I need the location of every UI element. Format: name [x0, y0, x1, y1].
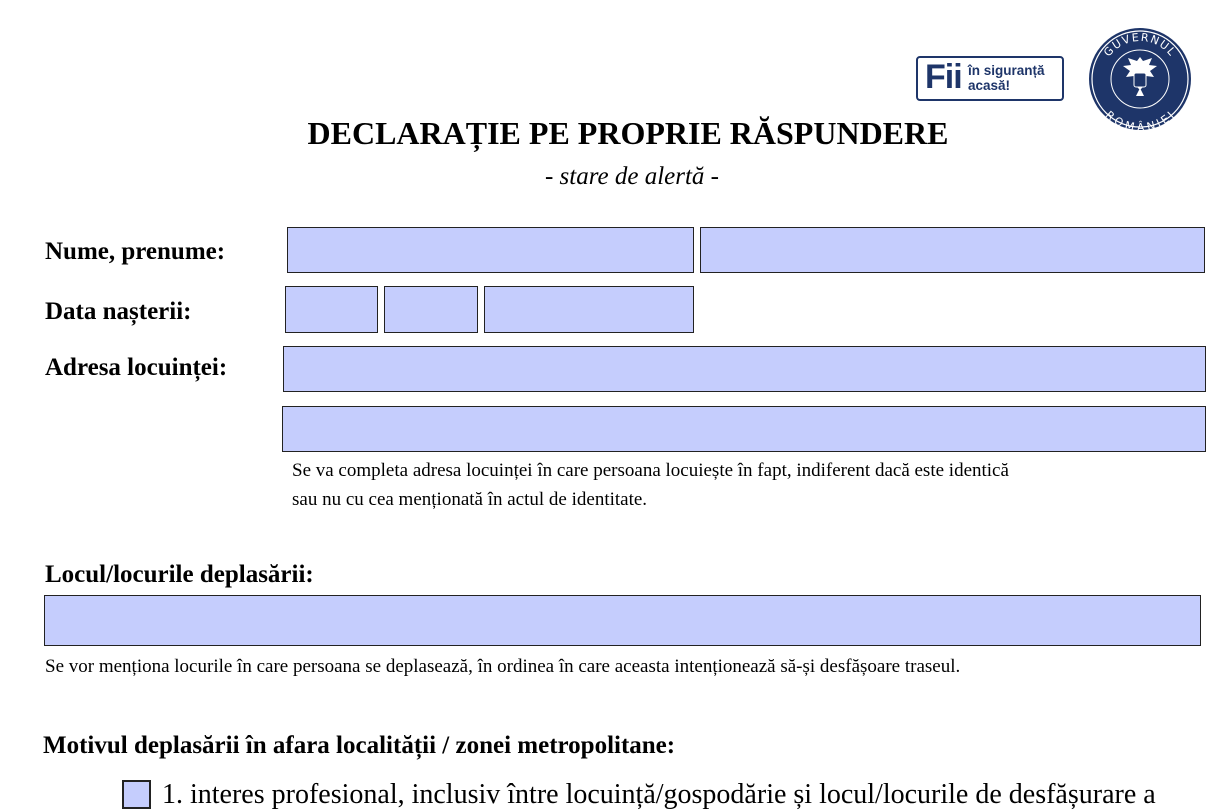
seal-text-bottom: ROMÂNIEI [1102, 108, 1178, 131]
destination-note: Se vor menționa locurile în care persoana se deplasează, în ordinea în care aceasta intenționează să-și desfășoare traseul. [45, 656, 961, 677]
address-note-line2: sau nu cu cea menționată în actul de identitate. [292, 489, 648, 510]
destination-field[interactable] [44, 595, 1201, 646]
last-name-field[interactable] [287, 227, 694, 273]
badge-slogan [968, 63, 1045, 93]
reason-label: Motivul deplasării în afara localității / zonei metropolitane: [43, 732, 676, 759]
reason-option-1-label[interactable]: 1. interes profesional, inclusiv între locuință/gospodărie și locul/locurile de desfășurare a [162, 779, 1156, 810]
badge-slogan-line1: în siguranță [968, 63, 1045, 78]
seal-text-top: GUVERNUL [1101, 30, 1179, 60]
fii-in-siguranta-badge [916, 56, 1064, 101]
first-name-field[interactable] [700, 227, 1205, 273]
address-label: Adresa locuinței: [45, 354, 228, 381]
address-line2-field[interactable] [282, 406, 1206, 452]
page-subtitle: - stare de alertă - [544, 163, 720, 190]
birth-day-field[interactable] [285, 286, 378, 333]
birth-month-field[interactable] [384, 286, 478, 333]
birth-year-field[interactable] [484, 286, 694, 333]
page-title: DECLARAȚIE PE PROPRIE RĂSPUNDERE [307, 115, 949, 151]
address-note-line1: Se va completa adresa locuinței în care persoana locuiește în fapt, indiferent dacă este identică [292, 460, 1009, 481]
name-label: Nume, prenume: [45, 238, 226, 265]
destination-label: Locul/locurile deplasării: [45, 561, 314, 588]
badge-fii-text: Fii [925, 58, 962, 96]
address-note [292, 456, 1009, 514]
badge-slogan-line2: acasă! [968, 78, 1011, 93]
address-line1-field[interactable] [283, 346, 1206, 392]
birth-date-label: Data nașterii: [45, 298, 192, 325]
reason-option-1-checkbox[interactable] [122, 780, 151, 809]
